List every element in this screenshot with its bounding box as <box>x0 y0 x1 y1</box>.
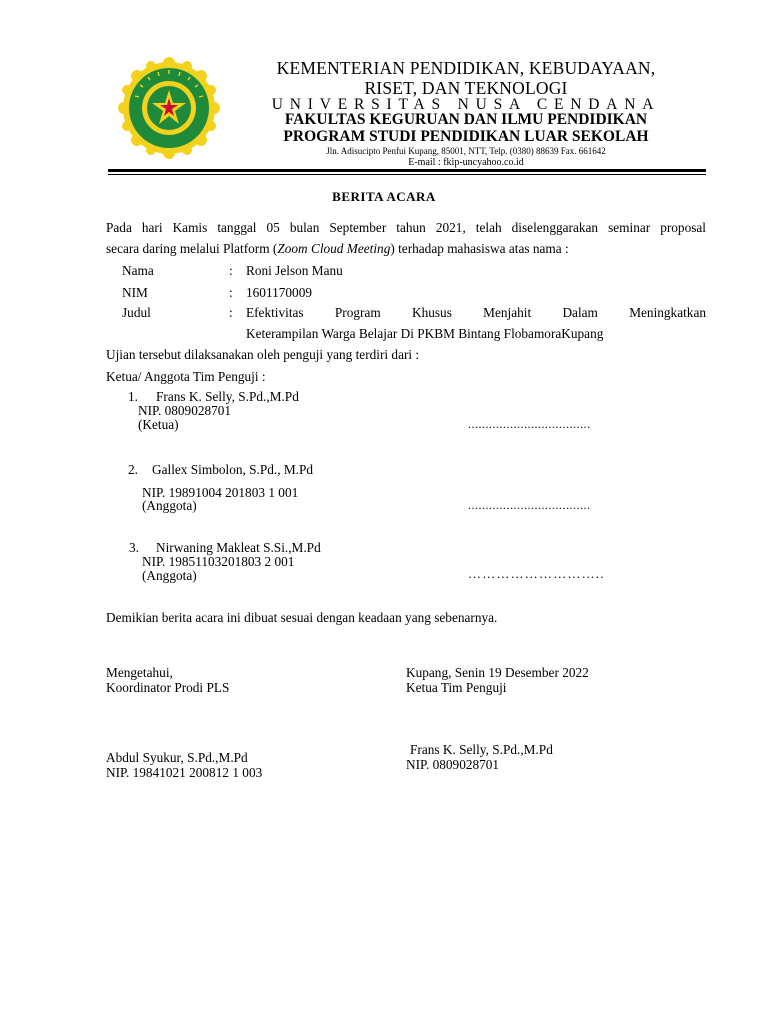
examiner-2-number: 2. <box>128 462 138 477</box>
examiner-3-name: Nirwaning Makleat S.Si.,M.Pd <box>156 540 321 555</box>
examiner-1-nip: NIP. 0809028701 <box>138 403 232 418</box>
field-judul-label: Judul <box>122 305 151 320</box>
examiner-1-number: 1. <box>128 389 138 404</box>
ministry-line-1: KEMENTERIAN PENDIDIKAN, KEBUDAYAAN, <box>276 58 656 78</box>
program-name: PROGRAM STUDI PENDIDIKAN LUAR SEKOLAH <box>283 128 649 145</box>
examiner-2-role: (Anggota) <box>142 498 197 513</box>
team-label: Ketua/ Anggota Tim Penguji : <box>106 369 266 384</box>
right-sign-name: Frans K. Selly, S.Pd.,M.Pd <box>410 742 553 757</box>
examiner-3-role: (Anggota) <box>142 568 197 583</box>
university-name: UNIVERSITAS NUSA CENDANA <box>271 96 661 113</box>
header-rule-thin <box>108 174 706 175</box>
field-nama-colon: : <box>229 263 233 278</box>
examiner-3-nip: NIP. 19851103201803 2 001 <box>142 554 295 569</box>
examiner-1-role: (Ketua) <box>138 417 179 432</box>
intro-line-1: Pada hari Kamis tanggal 05 bulan September tahun 2021, telah diselenggarakan seminar proposal <box>106 220 706 235</box>
address: Jln. Adisucipto Penfui Kupang, 85001, NTT, Telp. (0380) 88639 Fax. 661642 <box>326 146 606 156</box>
examiner-1-signature-line: ................................... <box>468 417 591 431</box>
right-sign-line-2: Ketua Tim Penguji <box>406 680 507 695</box>
field-nim-label: NIM <box>122 285 148 300</box>
platform-name: Zoom Cloud Meeting <box>277 241 391 256</box>
email: E-mail : fkip-uncyahoo.co.id <box>408 157 524 168</box>
field-nama-value: Roni Jelson Manu <box>246 263 343 278</box>
faculty-name: FAKULTAS KEGURUAN DAN ILMU PENDIDIKAN <box>284 111 648 128</box>
left-sign-line-1: Mengetahui, <box>106 665 173 680</box>
field-judul-line-1: Efektivitas Program Khusus Menjahit Dalam Meningkatkan <box>246 305 706 320</box>
header-rule-thick <box>108 169 706 172</box>
field-judul-colon: : <box>229 305 233 320</box>
examiner-2-nip: NIP. 19891004 201803 1 001 <box>142 485 299 500</box>
closing-statement: Demikian berita acara ini dibuat sesuai dengan keadaan yang sebenarnya. <box>106 610 498 625</box>
field-nim-colon: : <box>229 285 233 300</box>
university-logo <box>118 57 220 159</box>
right-sign-line-1: Kupang, Senin 19 Desember 2022 <box>406 665 589 680</box>
ministry-line-2: RISET, DAN TEKNOLOGI <box>364 78 568 98</box>
examiner-2-signature-line: ................................... <box>468 498 591 512</box>
field-judul-line-2: Keterampilan Warga Belajar Di PKBM Bintang FlobamoraKupang <box>246 326 604 341</box>
intro-line-2 <box>106 241 569 257</box>
intro-line-2-post: ) terhadap mahasiswa atas nama : <box>390 241 569 256</box>
right-sign-nip: NIP. 0809028701 <box>406 757 500 772</box>
left-sign-line-2: Koordinator Prodi PLS <box>106 680 230 695</box>
examiner-1-name: Frans K. Selly, S.Pd.,M.Pd <box>156 389 299 404</box>
document-title: BERITA ACARA <box>332 189 436 204</box>
field-nim-value: 1601170009 <box>246 285 312 300</box>
examiner-3-number: 3. <box>129 540 139 555</box>
field-nama-label: Nama <box>122 263 154 278</box>
intro-line-2-pre: secara daring melalui Platform ( <box>106 241 278 256</box>
examiner-3-signature-line: ……………………….. <box>468 566 605 581</box>
exam-line: Ujian tersebut dilaksanakan oleh penguji yang terdiri dari : <box>106 347 420 362</box>
left-sign-name: Abdul Syukur, S.Pd.,M.Pd <box>106 750 248 765</box>
examiner-2-name: Gallex Simbolon, S.Pd., M.Pd <box>152 462 314 477</box>
left-sign-nip: NIP. 19841021 200812 1 003 <box>106 765 263 780</box>
